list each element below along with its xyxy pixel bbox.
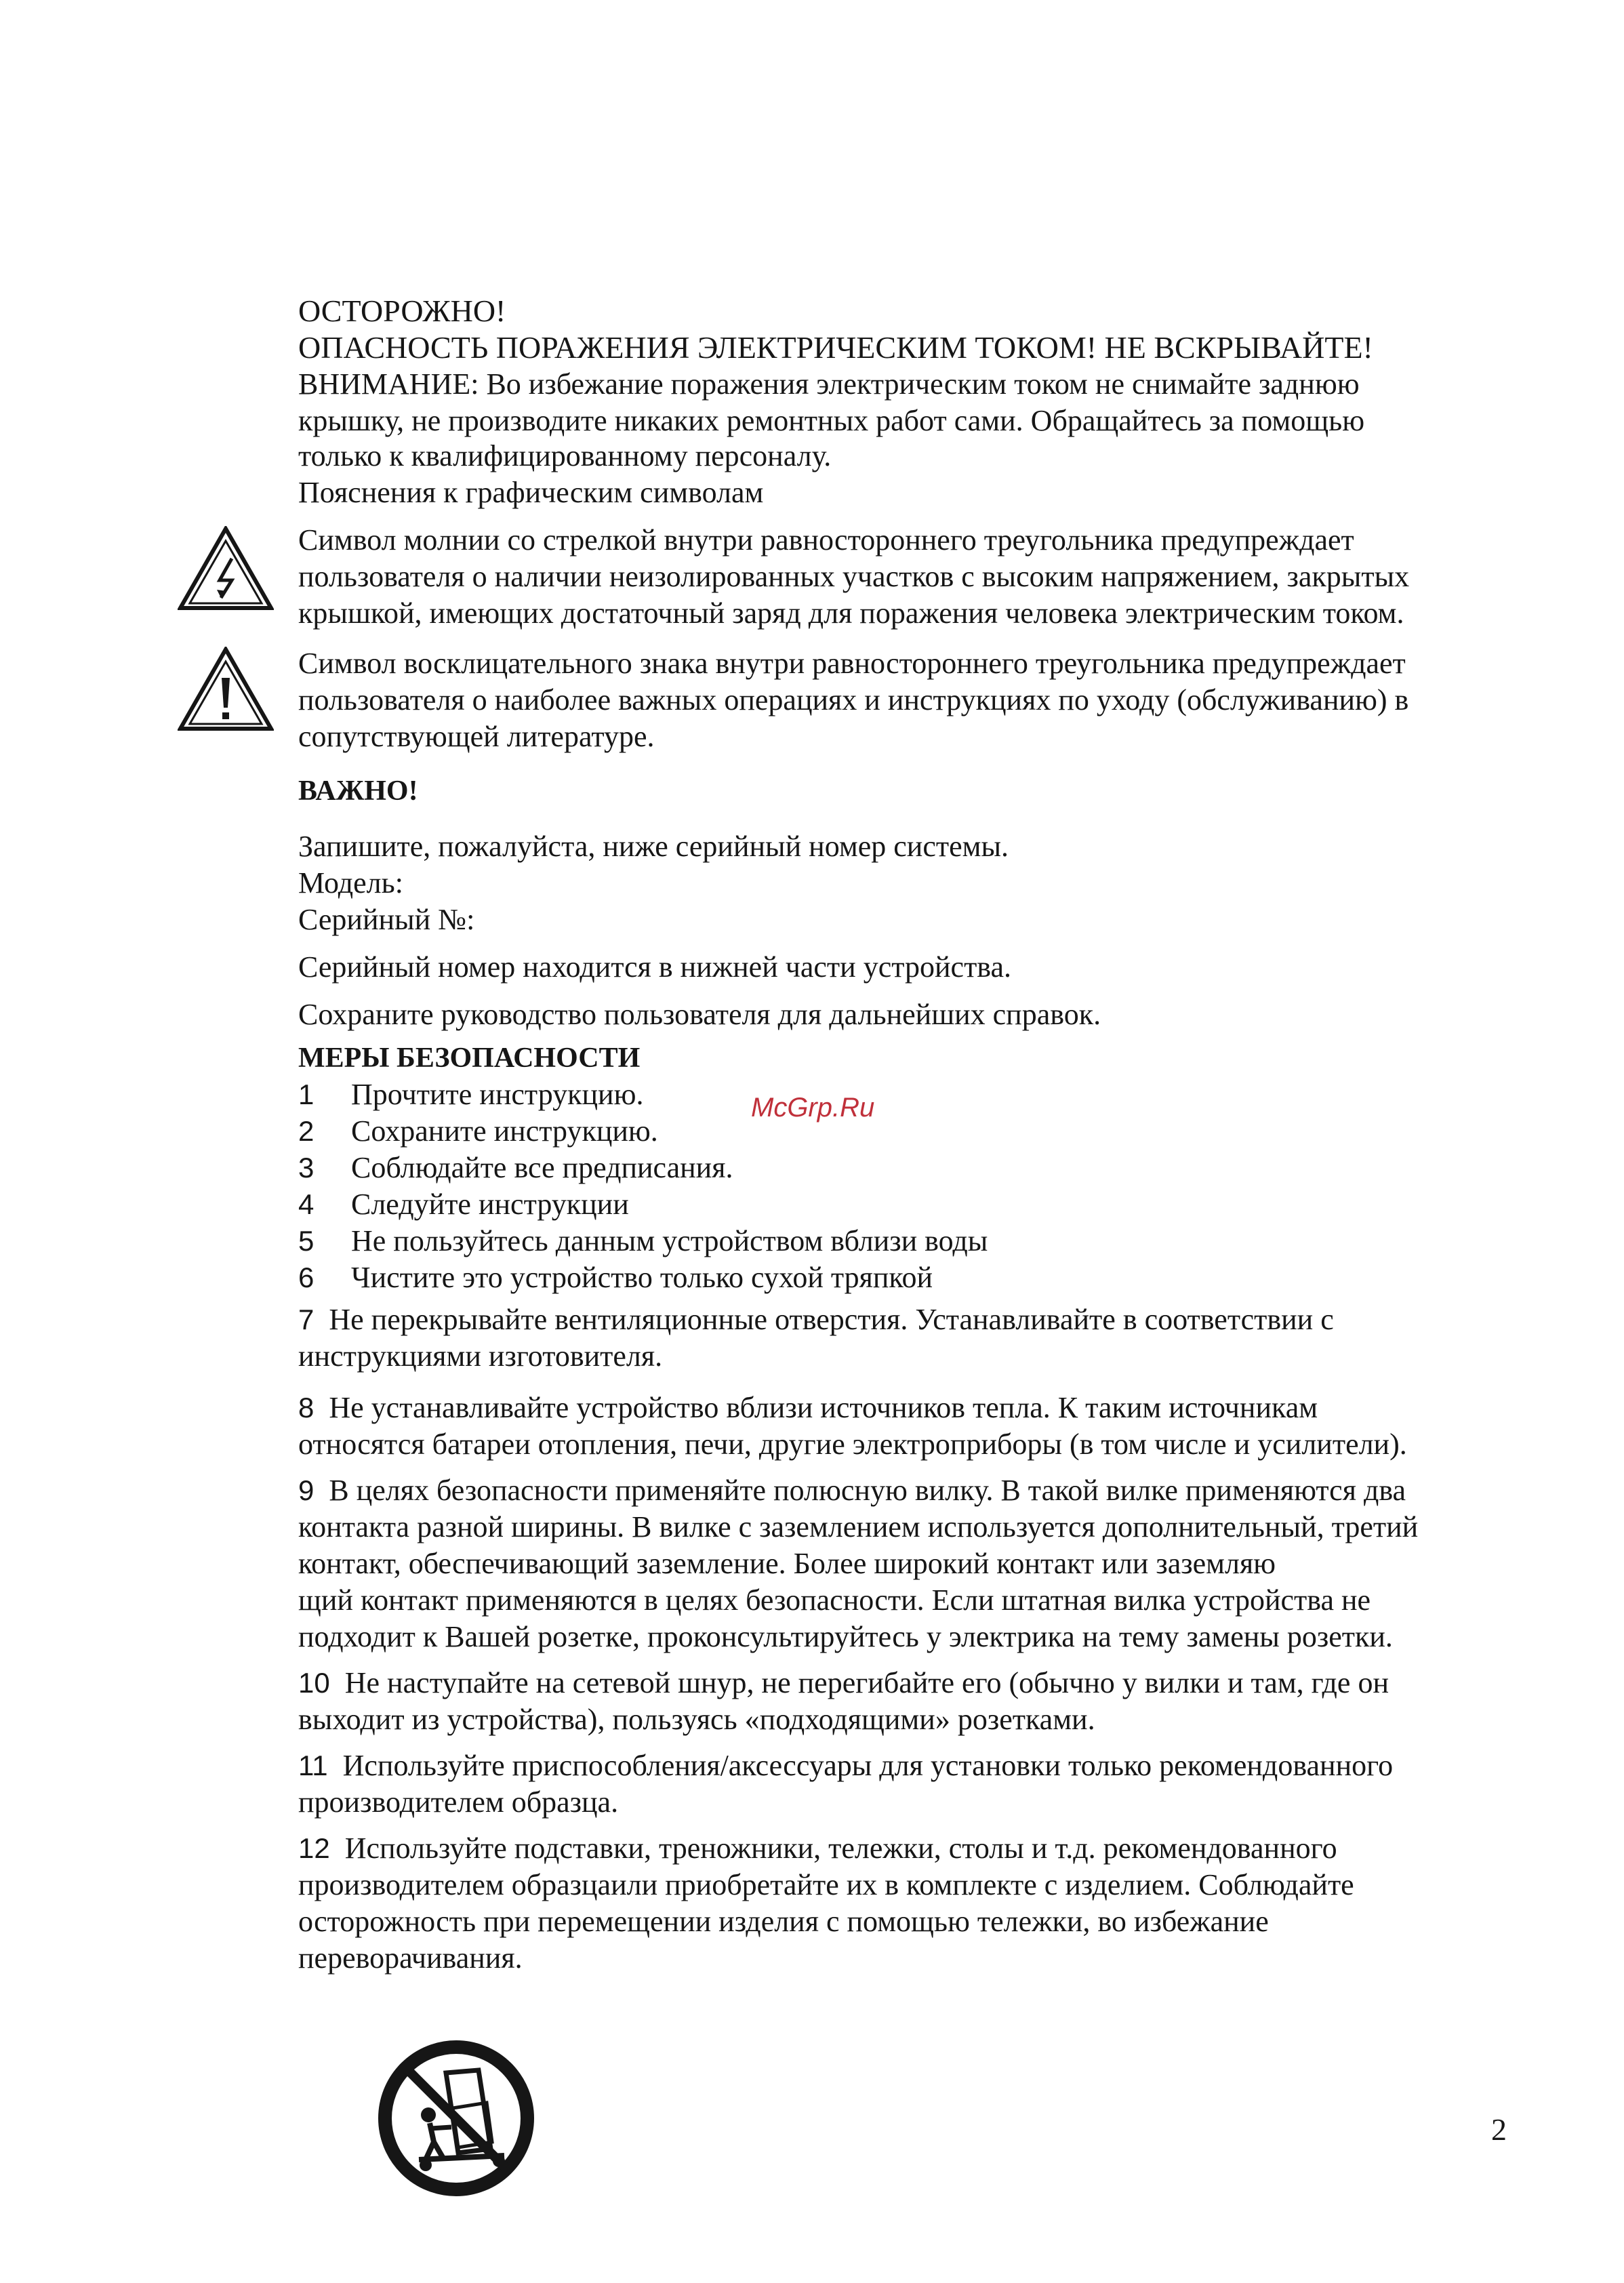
- list-item-text: Не перекрывайте вентиляционные отверстия. Устанавливайте в соответствии с: [329, 1303, 1334, 1336]
- list-item-text: инструкциями изготовителя.: [298, 1339, 663, 1373]
- list-item-text: относятся батареи отопления, печи, другие электроприборы (в том числе и усилители).: [298, 1428, 1407, 1461]
- model-label: Модель:: [298, 866, 403, 900]
- list-item-number: 9: [298, 1474, 314, 1506]
- list-item-number: 11: [298, 1750, 328, 1781]
- list-item-11: [298, 1747, 1393, 1784]
- list-item-number: 1: [298, 1078, 314, 1110]
- list-item-text: осторожность при перемещении изделия с помощью тележки, во избежание: [298, 1905, 1269, 1938]
- list-item-number: 7: [298, 1304, 314, 1335]
- lightning-warning-icon: [178, 526, 274, 615]
- list-item-text: контакта разной ширины. В вилке с заземлением используется дополнительный, третий: [298, 1510, 1419, 1543]
- list-item-text: выходит из устройства), пользуясь «подходящими» розетками.: [298, 1703, 1095, 1736]
- exclamation-symbol-description: Символ восклицательного знака внутри равностороннего треугольника предупреждает: [298, 647, 1406, 680]
- important-heading: ВАЖНО!: [298, 775, 418, 807]
- list-item-text: щий контакт применяются в целях безопасности. Если штатная вилка устройства не: [298, 1583, 1371, 1617]
- attention-paragraph-line: крышку, не производите никаких ремонтных работ сами. Обращайтесь за помощью: [298, 404, 1365, 437]
- watermark: McGrp.Ru: [751, 1093, 875, 1123]
- safety-heading: МЕРЫ БЕЗОПАСНОСТИ: [298, 1043, 641, 1074]
- list-item-number: 12: [298, 1832, 330, 1864]
- list-item-12: [298, 1830, 1337, 1867]
- list-item-number: 6: [298, 1261, 314, 1293]
- shock-hazard-heading: ОПАСНОСТЬ ПОРАЖЕНИЯ ЭЛЕКТРИЧЕСКИМ ТОКОМ! НЕ ВСКРЫВАЙТЕ!: [298, 330, 1373, 365]
- list-item-number: 5: [298, 1225, 314, 1257]
- serial-label: Серийный №:: [298, 903, 475, 936]
- page-number: 2: [1491, 2112, 1507, 2147]
- list-item-7: [298, 1301, 1334, 1338]
- list-item-8: [298, 1390, 1318, 1426]
- keep-manual-text: Сохраните руководство пользователя для дальнейших справок.: [298, 998, 1101, 1031]
- list-item-text: Не наступайте на сетевой шнур, не перегибайте его (обычно у вилки и там, где он: [344, 1666, 1389, 1699]
- cart-tipover-warning-icon: [371, 2040, 541, 2200]
- list-item-text: подходит к Вашей розетке, проконсультируйтесь у электрика на тему замены розетки.: [298, 1620, 1393, 1653]
- list-item-text: Соблюдайте все предписания.: [351, 1151, 733, 1184]
- exclamation-warning-icon: [178, 647, 274, 735]
- attention-paragraph-line: ВНИМАНИЕ: Во избежание поражения электрическим током не снимайте заднюю: [298, 367, 1360, 401]
- attention-paragraph-line: только к квалифицированному персоналу.: [298, 439, 832, 472]
- list-item-text: Сохраните инструкцию.: [351, 1114, 658, 1148]
- list-item-text: переворачивания.: [298, 1941, 523, 1975]
- list-item-number: 10: [298, 1667, 330, 1699]
- lightning-symbol-description: пользователя о наличии неизолированных участков с высоким напряжением, закрытых: [298, 560, 1410, 593]
- lightning-symbol-description: крышкой, имеющих достаточный заряд для поражения человека электрическим током.: [298, 597, 1404, 630]
- list-item-number: 4: [298, 1188, 314, 1220]
- list-item-number: 2: [298, 1115, 314, 1147]
- list-item-number: 8: [298, 1392, 314, 1423]
- exclamation-symbol-description: пользователя о наиболее важных операциях и инструкциях по уходу (обслуживанию) в: [298, 683, 1409, 716]
- list-item-number: 3: [298, 1152, 314, 1184]
- list-item-text: Используйте приспособления/аксессуары для установки только рекомендованного: [342, 1749, 1394, 1782]
- list-item-10: [298, 1665, 1389, 1701]
- list-item-text: производителем образца.: [298, 1785, 619, 1819]
- exclamation-symbol-description: сопутствующей литературе.: [298, 720, 655, 753]
- list-item-text: Чистите это устройство только сухой тряпкой: [351, 1261, 933, 1294]
- serial-location-text: Серийный номер находится в нижней части устройства.: [298, 950, 1012, 984]
- list-item-text: В целях безопасности применяйте полюсную вилку. В такой вилке применяются два: [329, 1474, 1406, 1507]
- caution-heading: ОСТОРОЖНО!: [298, 294, 506, 328]
- list-item-9: [298, 1472, 1406, 1509]
- list-item-text: производителем образцаили приобретайте их в комплекте с изделием. Соблюдайте: [298, 1868, 1354, 1901]
- symbols-explanation-heading: Пояснения к графическим символам: [298, 476, 764, 509]
- list-item-text: Не устанавливайте устройство вблизи источников тепла. К таким источникам: [329, 1391, 1318, 1424]
- list-item-text: контакт, обеспечивающий заземление. Более широкий контакт или заземляю: [298, 1547, 1276, 1580]
- lightning-symbol-description: Символ молнии со стрелкой внутри равностороннего треугольника предупреждает: [298, 523, 1354, 557]
- record-serial-text: Запишите, пожалуйста, ниже серийный номер системы.: [298, 830, 1009, 863]
- list-item-text: Прочтите инструкцию.: [351, 1078, 644, 1111]
- list-item-text: Используйте подставки, треножники, тележки, столы и т.д. рекомендованного: [344, 1832, 1337, 1865]
- list-item-text: Следуйте инструкции: [351, 1188, 629, 1221]
- list-item-text: Не пользуйтесь данным устройством вблизи воды: [351, 1224, 988, 1257]
